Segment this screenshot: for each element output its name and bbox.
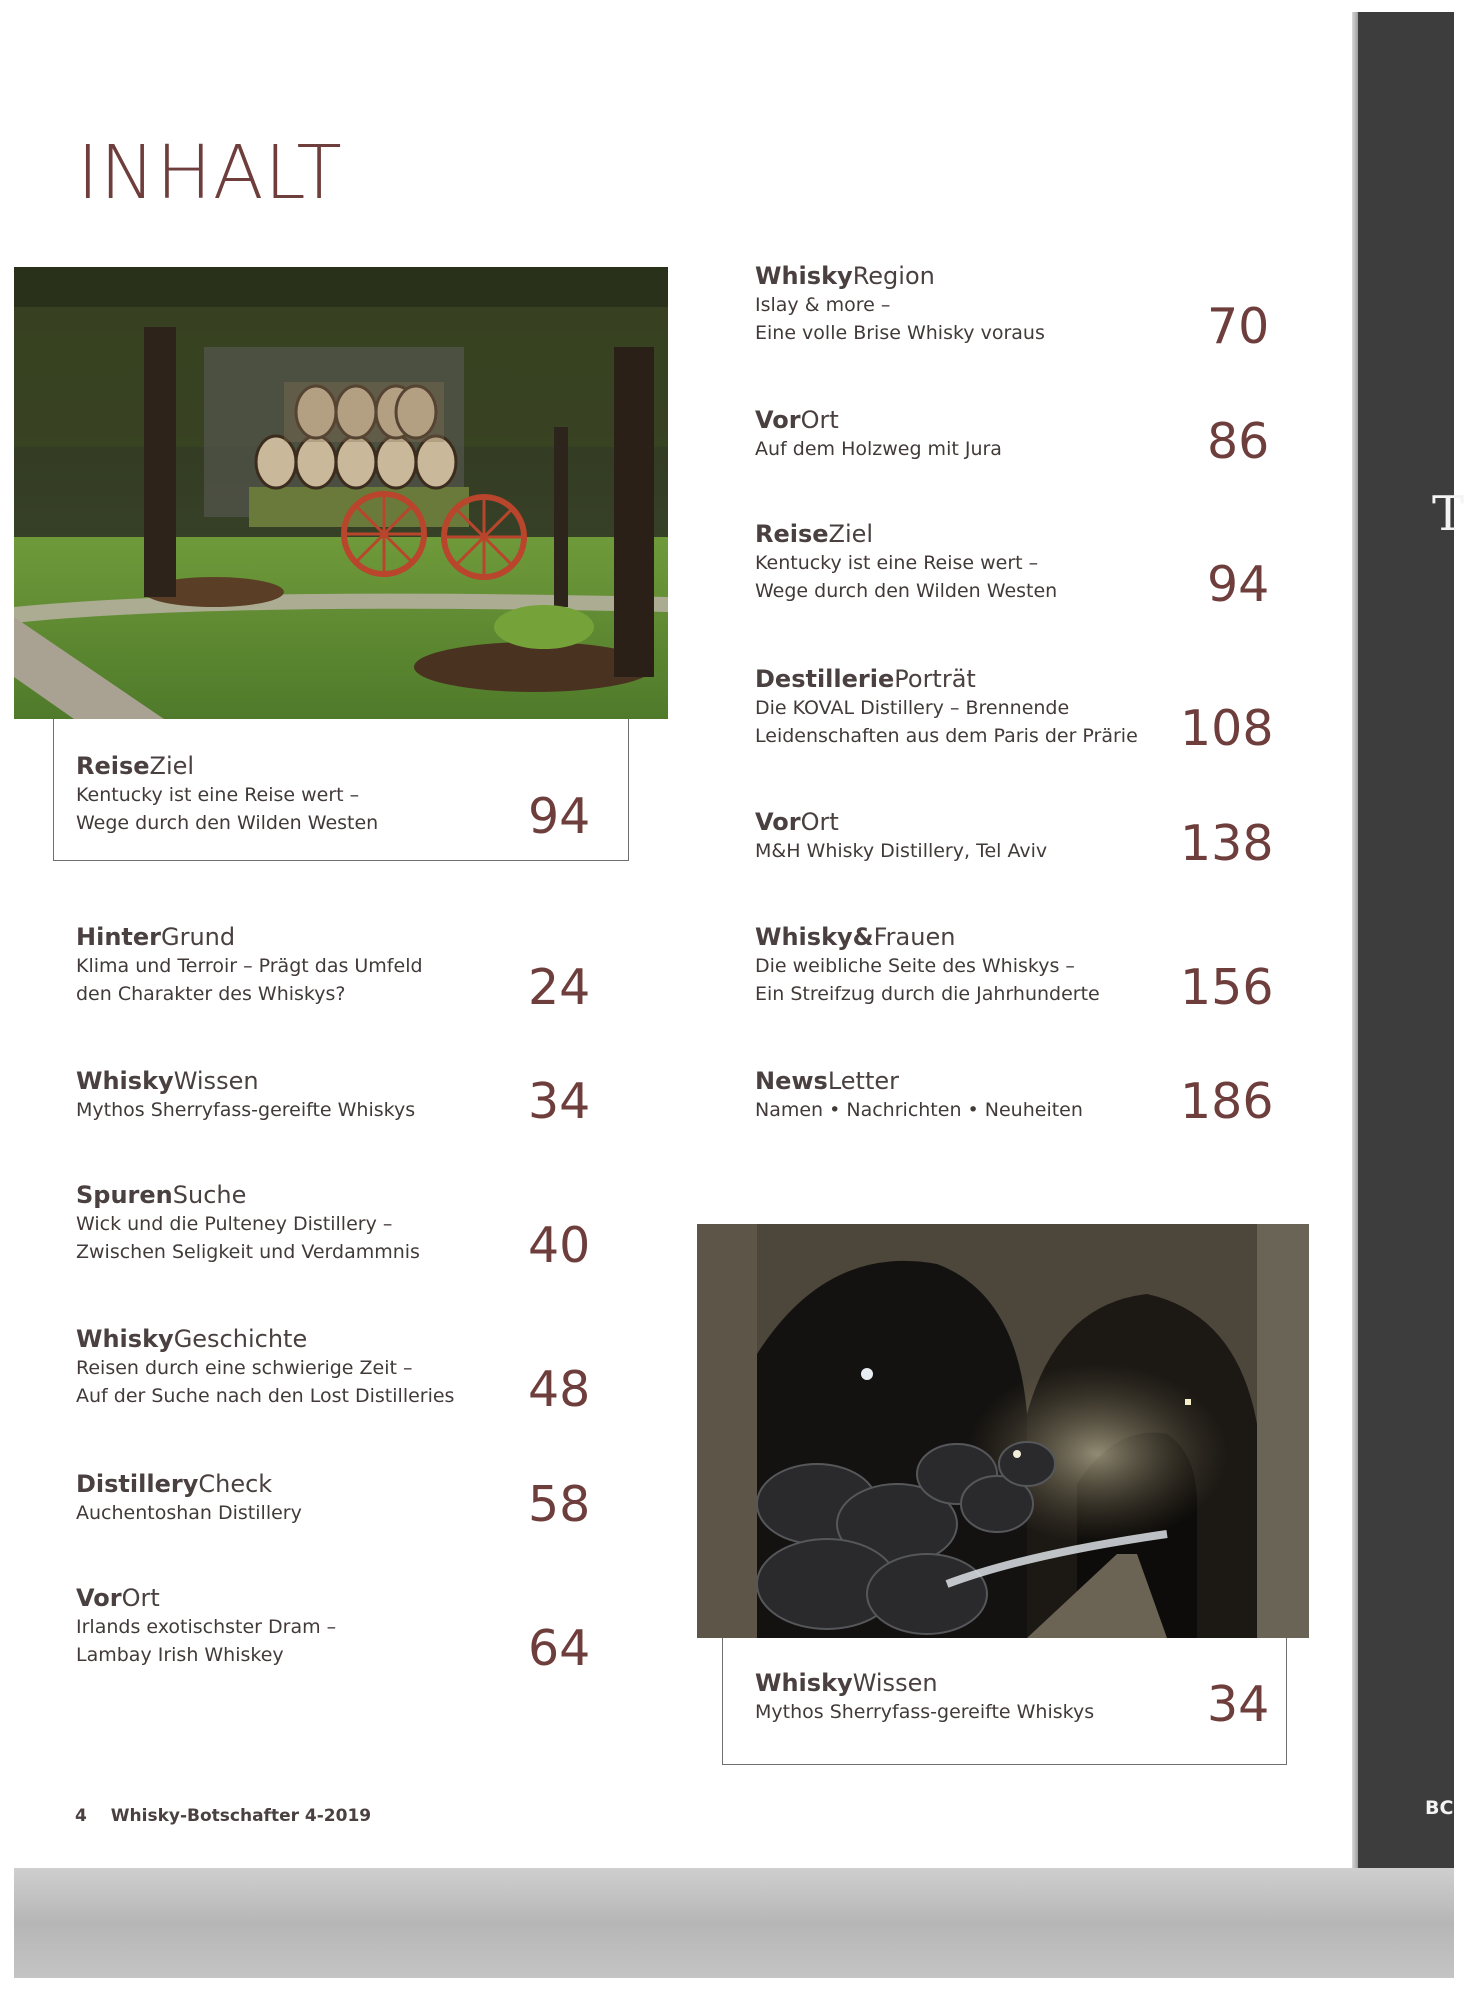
entry-rubric: WhiskyGeschichte — [76, 1325, 308, 1353]
entry-line-1: Wick und die Pulteney Distillery – — [76, 1212, 393, 1235]
entry-rubric: ReiseZiel — [76, 752, 195, 780]
entry-line-1: Reisen durch eine schwierige Zeit – — [76, 1356, 413, 1379]
entry-line-2: Eine volle Brise Whisky voraus — [755, 322, 1045, 345]
entry-line-1: Irlands exotischster Dram – — [76, 1615, 337, 1638]
toc-entry-reiseziel[interactable] — [755, 520, 1057, 606]
entry-line-2: Wege durch den Wilden Westen — [76, 812, 379, 835]
entry-line-2: Leidenschaften aus dem Paris der Prärie — [755, 725, 1138, 748]
entry-page-number: 186 — [1180, 1073, 1274, 1130]
entry-page-number: 58 — [528, 1476, 591, 1533]
featured-entry-reiseziel[interactable] — [76, 752, 378, 838]
entry-page-number: 64 — [528, 1620, 591, 1677]
featured-entry-whiskywissen[interactable] — [755, 1669, 1094, 1726]
entry-rubric: VorOrt — [755, 808, 839, 836]
toc-entry-vorort-jura[interactable] — [755, 406, 1002, 463]
entry-rubric: VorOrt — [755, 406, 839, 434]
entry-line-1: Die KOVAL Distillery – Brennende — [755, 696, 1070, 719]
entry-page-number: 108 — [1180, 700, 1274, 757]
toc-entry-vorort-mh[interactable] — [755, 808, 1047, 865]
entry-page-number: 48 — [528, 1361, 591, 1418]
entry-rubric: DistilleryCheck — [76, 1470, 273, 1498]
entry-rubric: WhiskyWissen — [755, 1669, 938, 1697]
entry-line-1: Klima und Terroir – Prägt das Umfeld — [76, 954, 423, 977]
entry-line-2: Ein Streifzug durch die Jahrhunderte — [755, 983, 1100, 1006]
barrel-cellar-photo — [697, 1224, 1309, 1638]
entry-line-2: den Charakter des Whiskys? — [76, 983, 346, 1006]
entry-line-1: Auf dem Holzweg mit Jura — [755, 437, 1002, 460]
toc-entry-distillerycheck[interactable] — [76, 1470, 302, 1527]
entry-line-1: Auchentoshan Distillery — [76, 1501, 302, 1524]
entry-page-number: 86 — [1207, 413, 1270, 470]
adjacent-page — [1358, 12, 1454, 1868]
entry-line-1: Namen • Nachrichten • Neuheiten — [755, 1098, 1083, 1121]
entry-line-1: Kentucky ist eine Reise wert – — [76, 783, 360, 806]
toc-entry-newsletter[interactable] — [755, 1067, 1083, 1124]
toc-entry-destillerieportraet[interactable] — [755, 665, 1138, 751]
kentucky-wagon-photo — [14, 267, 668, 719]
entry-line-1: Die weibliche Seite des Whiskys – — [755, 954, 1075, 977]
scanner-bottom-strip — [14, 1868, 1454, 1978]
entry-line-1: Mythos Sherryfass-gereifte Whiskys — [76, 1098, 416, 1121]
entry-line-2: Zwischen Seligkeit und Verdammnis — [76, 1241, 420, 1264]
toc-entry-whiskywissen[interactable] — [76, 1067, 415, 1124]
toc-entry-hintergrund[interactable] — [76, 923, 423, 1009]
entry-line-2: Wege durch den Wilden Westen — [755, 580, 1058, 603]
entry-rubric: DestilleriePorträt — [755, 665, 976, 693]
entry-rubric: VorOrt — [76, 1584, 160, 1612]
entry-rubric: WhiskyRegion — [755, 262, 935, 290]
toc-entry-spurensuche[interactable] — [76, 1181, 420, 1267]
entry-rubric: SpurenSuche — [76, 1181, 247, 1209]
footer-magazine: Whisky-Botschafter 4-2019 — [110, 1806, 372, 1826]
entry-page-number: 94 — [1207, 556, 1270, 613]
entry-line-1: Mythos Sherryfass-gereifte Whiskys — [755, 1700, 1095, 1723]
entry-page-number: 40 — [528, 1217, 591, 1274]
entry-page-number: 34 — [1207, 1676, 1270, 1733]
page-footer — [75, 1806, 389, 1826]
entry-line-1: M&H Whisky Distillery, Tel Aviv — [755, 839, 1048, 862]
entry-line-1: Islay & more – — [755, 293, 891, 316]
adjacent-page-footer: BC — [1425, 1797, 1454, 1819]
entry-line-2: Auf der Suche nach den Lost Distilleries — [76, 1385, 455, 1408]
entry-page-number: 156 — [1180, 959, 1274, 1016]
entry-rubric: Whisky&Frauen — [755, 923, 956, 951]
entry-rubric: ReiseZiel — [755, 520, 874, 548]
toc-entry-whiskyregion[interactable] — [755, 262, 1045, 348]
entry-page-number: 94 — [528, 788, 591, 845]
toc-entry-whiskyfrauen[interactable] — [755, 923, 1100, 1009]
adjacent-page-letter: T — [1432, 486, 1464, 542]
entry-page-number: 34 — [528, 1073, 591, 1130]
entry-rubric: HinterGrund — [76, 923, 236, 951]
entry-rubric: WhiskyWissen — [76, 1067, 259, 1095]
entry-line-1: Kentucky ist eine Reise wert – — [755, 551, 1039, 574]
entry-rubric: NewsLetter — [755, 1067, 899, 1095]
entry-line-2: Lambay Irish Whiskey — [76, 1644, 284, 1667]
footer-page-number: 4 — [75, 1806, 87, 1826]
toc-entry-vorort-lambay[interactable] — [76, 1584, 336, 1670]
entry-page-number: 138 — [1180, 815, 1274, 872]
entry-page-number: 24 — [528, 959, 591, 1016]
toc-entry-whiskygeschichte[interactable] — [76, 1325, 454, 1411]
entry-page-number: 70 — [1207, 298, 1270, 355]
page-title: INHALT — [77, 130, 343, 216]
